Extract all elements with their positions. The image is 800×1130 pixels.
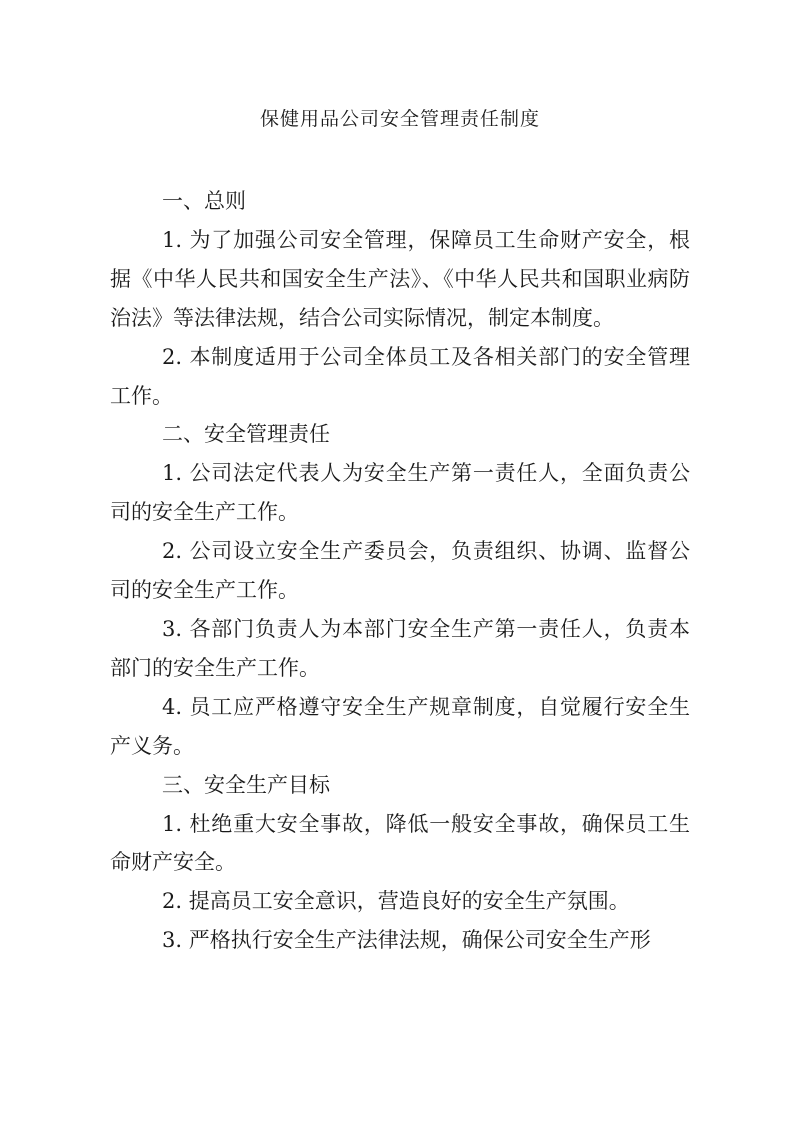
paragraph-general-1: 1. 为了加强公司安全管理，保障员工生命财产安全，根据《中华人民共和国安全生产法》、《中华人民共和国职业病防治法》等法律法规，结合公司实际情况，制定本制度。 [110,227,690,330]
paragraph-responsibility-1: 1. 公司法定代表人为安全生产第一责任人，全面负责公司的安全生产工作。 [110,461,690,525]
section-heading-general: 一、总则 [162,189,246,213]
paragraph-goals-2: 2. 提高员工安全意识，营造良好的安全生产氛围。 [162,889,630,914]
document-title: 保健用品公司安全管理责任制度 [259,108,540,130]
paragraph-responsibility-3: 3. 各部门负责人为本部门安全生产第一责任人，负责本部门的安全生产工作。 [110,616,690,680]
paragraph-goals-1: 1. 杜绝重大安全事故，降低一般安全事故，确保员工生命财产安全。 [110,811,690,875]
section-heading-goals: 三、安全生产目标 [162,772,330,797]
document-body [110,182,690,960]
paragraph-goals-3: 3. 严格执行安全生产法律法规，确保公司安全生产形 [162,928,651,953]
paragraph-responsibility-4: 4. 员工应严格遵守安全生产规章制度，自觉履行安全生产义务。 [110,694,690,758]
section-heading-responsibility: 二、安全管理责任 [162,422,330,447]
paragraph-responsibility-2: 2. 公司设立安全生产委员会，负责组织、协调、监督公司的安全生产工作。 [110,539,690,603]
paragraph-general-2: 2. 本制度适用于公司全体员工及各相关部门的安全管理工作。 [110,344,690,408]
